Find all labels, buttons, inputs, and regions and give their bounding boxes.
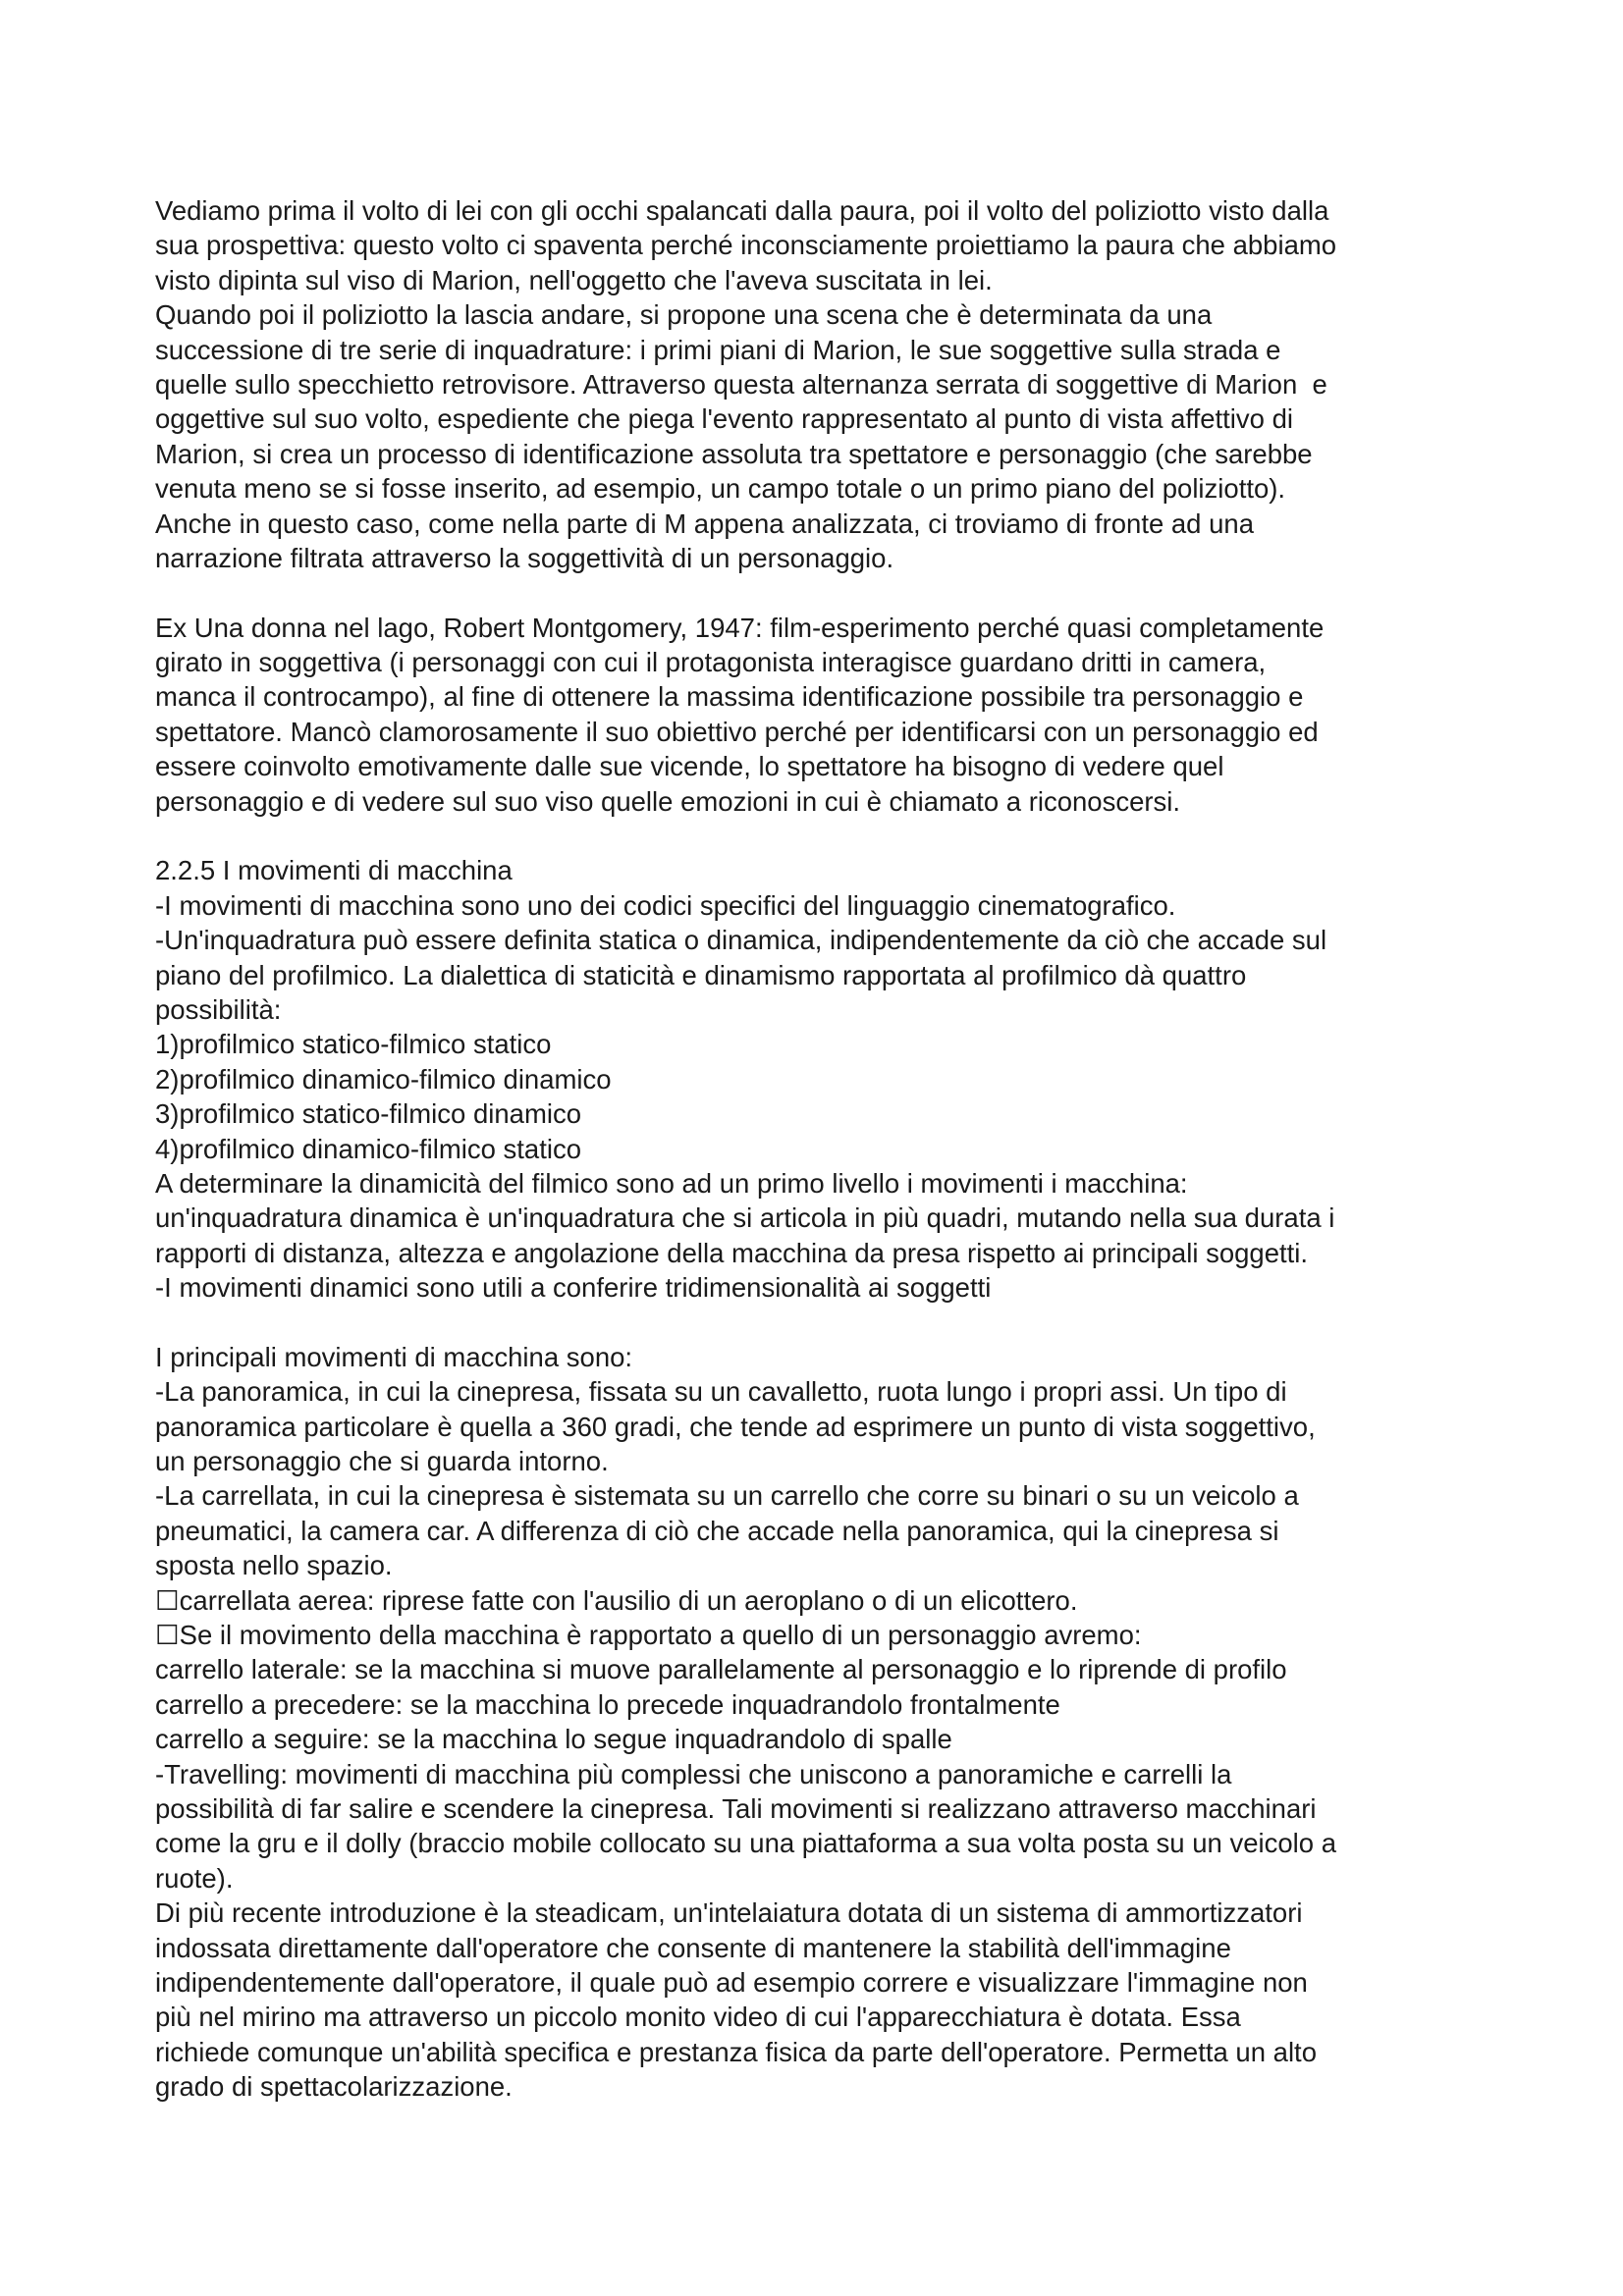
text-line: -Un'inquadratura può essere definita statica o dinamica, indipendentemente da ciò che accade sul: [155, 925, 1327, 956]
text-line: Ex Una donna nel lago, Robert Montgomery, 1947: film-esperimento perché quasi completamente: [155, 612, 1325, 643]
text-line: personaggio e di vedere sul suo viso quelle emozioni in cui è chiamato a riconoscersi.: [155, 785, 1181, 817]
text-line: carrello a seguire: se la macchina lo segue inquadrandolo di spalle: [155, 1724, 952, 1755]
text-line: -La carrellata, in cui la cinepresa è sistemata su un carrello che corre su binari o su un veicolo a: [155, 1480, 1299, 1512]
text-line: grado di spettacolarizzazione.: [155, 2071, 513, 2103]
text-line: -Travelling: movimenti di macchina più complessi che uniscono a panoramiche e carrelli la: [155, 1758, 1232, 1789]
text-line: possibilità:: [155, 993, 282, 1025]
text-line: -I movimenti di macchina sono uno dei codici specifici del linguaggio cinematografico.: [155, 889, 1176, 921]
text-line: successione di tre serie di inquadrature: i primi piani di Marion, le sue soggettive sulla strada e: [155, 334, 1281, 365]
text-line: manca il controcampo), al fine di ottenere la massima identificazione possibile tra personaggio e: [155, 681, 1304, 713]
text-line: -I movimenti dinamici sono utili a conferire tridimensionalità ai soggetti: [155, 1272, 992, 1304]
paragraph-lady-in-the-lake: [155, 611, 1490, 819]
paragraph-psycho-scene: [155, 193, 1490, 575]
list-item: 3)profilmico statico-filmico dinamico: [155, 1098, 582, 1130]
document-page: [155, 193, 1490, 2104]
text-line: richiede comunque un'abilità specifica e prestanza fisica da parte dell'operatore. Permetta un alto: [155, 2036, 1317, 2067]
text-line: piano del profilmico. La dialettica di staticità e dinamismo rapportata al profilmico dà quattro: [155, 959, 1247, 990]
paragraph-gap: [155, 819, 1490, 853]
text-line: come la gru e il dolly (braccio mobile collocato su una piattaforma a sua volta posta su un veicolo a: [155, 1828, 1337, 1859]
section-heading: 2.2.5 I movimenti di macchina: [155, 855, 513, 886]
text-line: narrazione filtrata attraverso la soggettività di un personaggio.: [155, 542, 894, 573]
text-line: pneumatici, la camera car. A differenza di ciò che accade nella panoramica, qui la cinepresa si: [155, 1515, 1279, 1546]
text-line: ☐Se il movimento della macchina è rapportato a quello di un personaggio avremo:: [155, 1620, 1142, 1651]
paragraph-gap: [155, 1306, 1490, 1340]
text-line: possibilità di far salire e scendere la cinepresa. Tali movimenti si realizzano attraverso macchinari: [155, 1792, 1317, 1824]
text-line: sposta nello spazio.: [155, 1550, 393, 1581]
text-line: Vediamo prima il volto di lei con gli occhi spalancati dalla paura, poi il volto del poliziotto visto dalla: [155, 195, 1329, 226]
text-line: un'inquadratura dinamica è un'inquadratura che si articola in più quadri, mutando nella sua durata i: [155, 1202, 1335, 1234]
text-line: visto dipinta sul viso di Marion, nell'oggetto che l'aveva suscitata in lei.: [155, 264, 993, 295]
text-line: rapporti di distanza, altezza e angolazione della macchina da presa rispetto ai principali soggetti.: [155, 1237, 1309, 1268]
text-line: spettatore. Mancò clamorosamente il suo obiettivo perché per identificarsi con un personaggio ed: [155, 716, 1319, 747]
text-line: Quando poi il poliziotto la lascia andare, si propone una scena che è determinata da una: [155, 299, 1213, 331]
text-line: più nel mirino ma attraverso un piccolo monito video di cui l'apparecchiatura è dotata. Essa: [155, 2002, 1241, 2033]
text-line: carrello laterale: se la macchina si muove parallelamente al personaggio e lo riprende di profilo: [155, 1654, 1287, 1685]
section-camera-movements: [155, 853, 1490, 1305]
text-line: girato in soggettiva (i personaggi con cui il protagonista interagisce guardano dritti in camera,: [155, 647, 1267, 678]
paragraph-main-movements: [155, 1340, 1490, 2105]
text-line: A determinare la dinamicità del filmico sono ad un primo livello i movimenti i macchina:: [155, 1167, 1188, 1199]
text-line: indossata direttamente dall'operatore che consente di mantenere la stabilità dell'immagine: [155, 1932, 1231, 1963]
text-line: oggettive sul suo volto, espediente che piega l'evento rappresentato al punto di vista affettivo di: [155, 403, 1293, 435]
text-line: indipendentemente dall'operatore, il quale può ad esempio correre e visualizzare l'immagine non: [155, 1966, 1308, 1998]
paragraph-gap: [155, 575, 1490, 610]
text-line: Marion, si crea un processo di identificazione assoluta tra spettatore e personaggio (che sarebbe: [155, 438, 1313, 469]
text-line: Anche in questo caso, come nella parte di M appena analizzata, ci troviamo di fronte ad una: [155, 507, 1255, 539]
list-item: 1)profilmico statico-filmico statico: [155, 1029, 552, 1060]
text-line: sua prospettiva: questo volto ci spaventa perché inconsciamente proiettiamo la paura che abbiamo: [155, 230, 1337, 261]
text-line: panoramica particolare è quella a 360 gradi, che tende ad esprimere un punto di vista soggettivo,: [155, 1411, 1316, 1442]
text-line: carrello a precedere: se la macchina lo precede inquadrandolo frontalmente: [155, 1688, 1060, 1720]
text-line: -La panoramica, in cui la cinepresa, fissata su un cavalletto, ruota lungo i propri assi. Un tipo di: [155, 1376, 1287, 1408]
list-item: 2)profilmico dinamico-filmico dinamico: [155, 1063, 612, 1095]
text-line: ruote).: [155, 1862, 234, 1894]
text-line: I principali movimenti di macchina sono:: [155, 1341, 633, 1372]
text-line: essere coinvolto emotivamente dalle sue vicende, lo spettatore ha bisogno di vedere quel: [155, 751, 1224, 782]
text-line: un personaggio che si guarda intorno.: [155, 1446, 609, 1477]
list-item: 4)profilmico dinamico-filmico statico: [155, 1133, 582, 1164]
text-line: venuta meno se si fosse inserito, ad esempio, un campo totale o un primo piano del poliziotto).: [155, 473, 1286, 505]
text-line: ☐carrellata aerea: riprese fatte con l'ausilio di un aeroplano o di un elicottero.: [155, 1584, 1078, 1616]
text-line: Di più recente introduzione è la steadicam, un'intelaiatura dotata di un sistema di ammortizzatori: [155, 1897, 1303, 1929]
text-line: quelle sullo specchietto retrovisore. Attraverso questa alternanza serrata di soggettive di Marion e: [155, 368, 1327, 400]
